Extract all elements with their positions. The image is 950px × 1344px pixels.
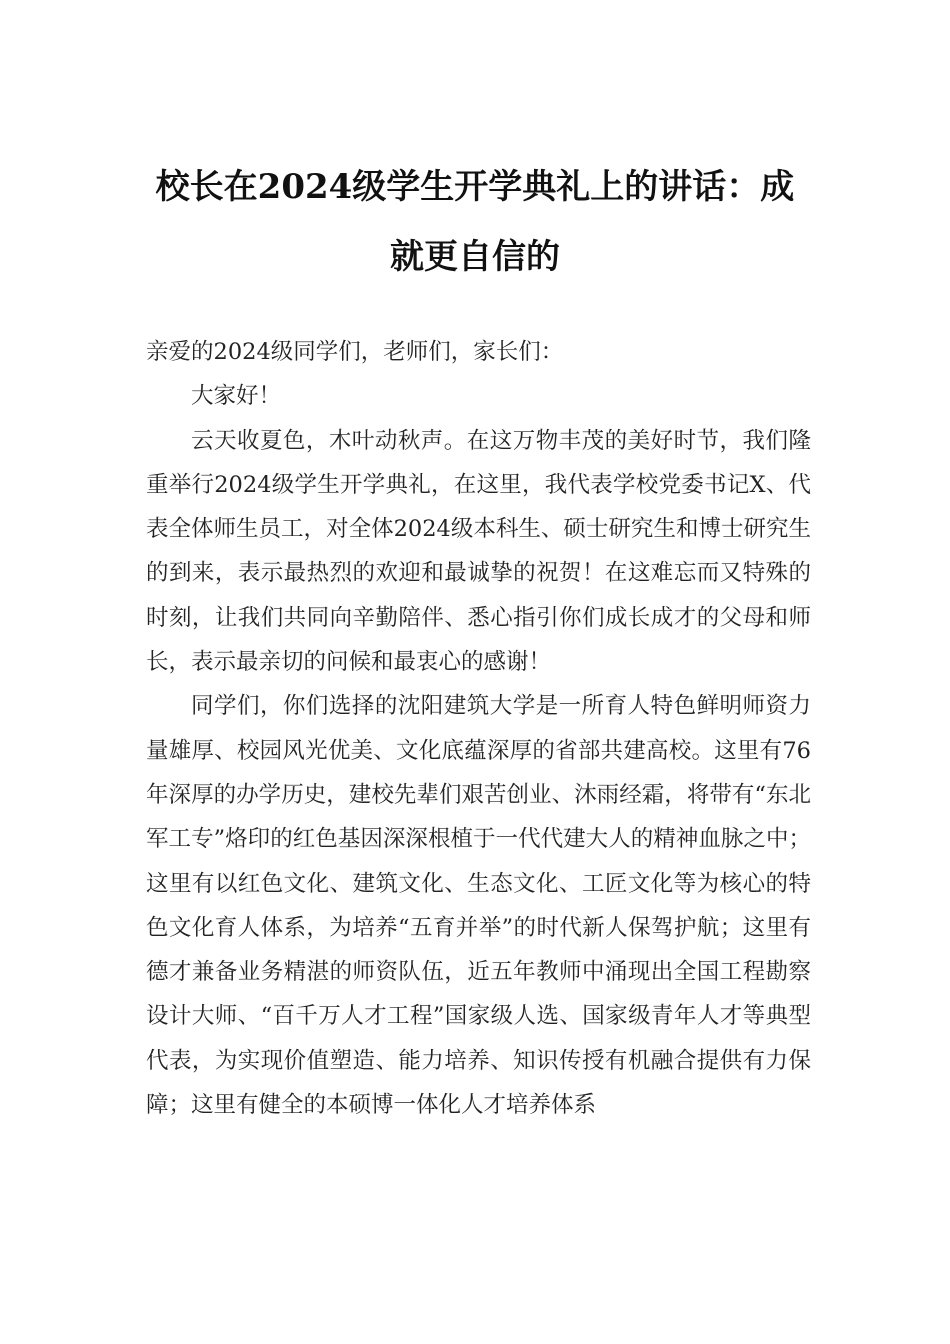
greeting: 大家好！ — [191, 383, 282, 410]
document-title: 校长在2024级学生开学典礼上的讲话：成就更自信的 — [155, 167, 795, 277]
paragraph-university-intro: 同学们，你们选择的沈阳建筑大学是一所育人特色鲜明师资力量雄厚、校园风光优美、文化底蕴深厚的省部共建高校。这里有76年深厚的办学历史，建校先辈们艰苦创业、沐雨经霜，将带有“东北军工专”烙印的红色基因深深根植于一代代建大人的精神血脉之中；这里有以红色文化、建筑文化、生态文化、工匠文化等为核心的特色文化育人体系，为培养“五育并举”的时代新人保驾护航；这里有德才兼备业务精湛的师资队伍，近五年教师中涌现出全国工程勘察设计大师、“百千万人才工程”国家级人选、国家级青年人才等典型代表，为实现价值塑造、能力培养、知识传授有机融合提供有力保障；这里有健全的本硕博一体化人才培养体系 — [146, 693, 811, 1119]
salutation: 亲爱的2024级同学们，老师们，家长们： — [146, 339, 564, 365]
paragraph-welcome: 云天收夏色，木叶动秋声。在这万物丰茂的美好时节，我们隆重举行2024级学生开学典礼，在这里，我代表学校党委书记X、代表全体师生员工，对全体2024级本科生、硕士研究生和博士研究生的到来，表示最热烈的欢迎和最诚挚的祝贺！在这难忘而又特殊的时刻，让我们共同向辛勤陪伴、悉心指引你们成长成才的父母和师长，表示最亲切的问候和最衷心的感谢！ — [146, 427, 811, 676]
document-body — [146, 330, 811, 1127]
